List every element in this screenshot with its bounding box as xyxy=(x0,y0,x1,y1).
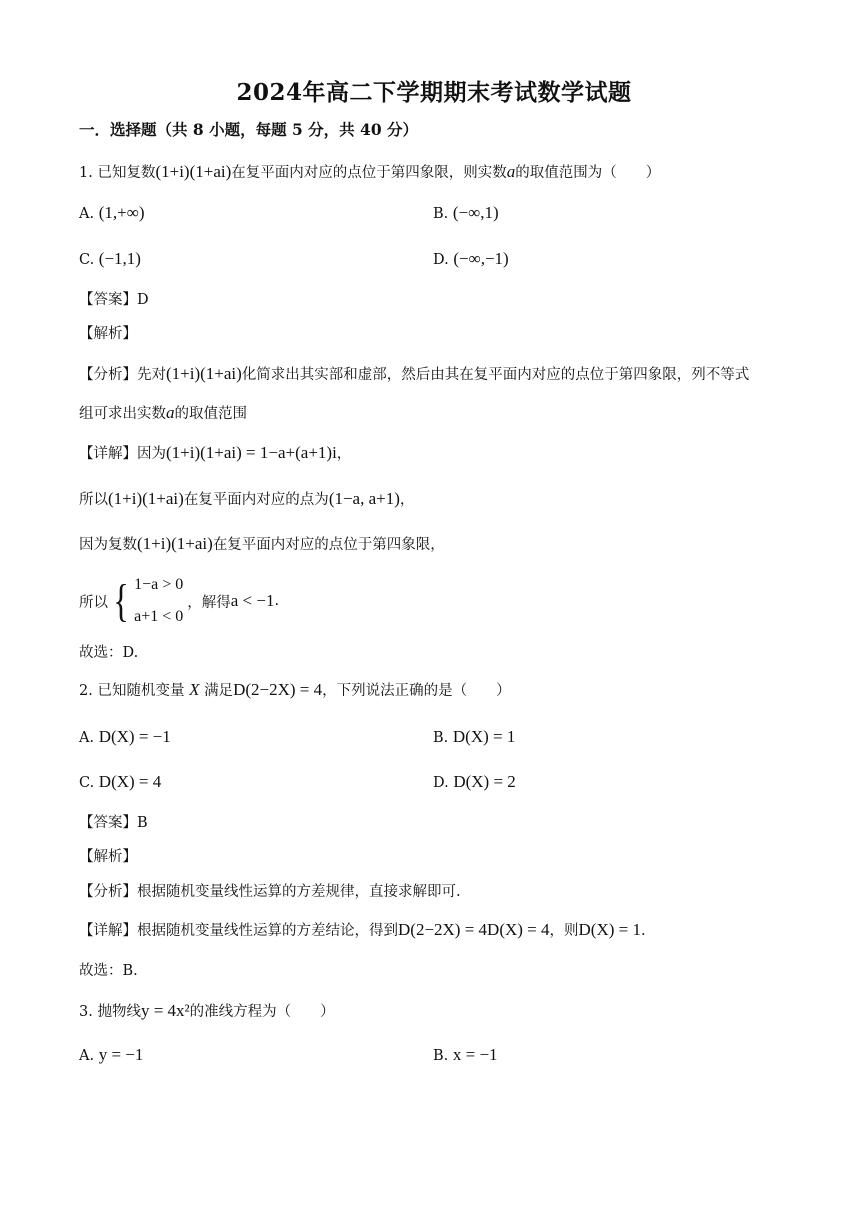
q1-inequality-system: 所以 { 1−a > 0 a+1 < 0 ，解得 a < −1 . xyxy=(79,575,280,626)
q1-jiexi-label: 【解析】 xyxy=(79,326,137,342)
math-var: a xyxy=(506,162,516,181)
page-title: 2024年高二下学期期末考试数学试题 xyxy=(236,79,632,106)
q2-choose: 故选：B. xyxy=(79,963,138,979)
q2-option-b: B. D(X) = 1 xyxy=(433,727,516,746)
q2-option-a: A. D(X) = −1 xyxy=(79,727,171,746)
question-1-stem: 1. 已知复数(1+i)(1+ai)在复平面内对应的点位于第四象限，则实数a的取值范围为（ ） xyxy=(79,162,661,181)
q3-option-b: B. x = −1 xyxy=(433,1045,498,1064)
q2-option-d: D. D(X) = 2 xyxy=(433,772,516,791)
q1-option-d: D. (−∞,−1) xyxy=(433,249,509,268)
q2-fenxi: 【分析】根据随机变量线性运算的方差规律，直接求解即可. xyxy=(79,884,461,900)
section-heading: 一．选择题（共 8 小题，每题 5 分，共 40 分） xyxy=(79,120,419,139)
q1-xiangjie-3: 因为复数(1+i)(1+ai)在复平面内对应的点位于第四象限， xyxy=(79,534,445,553)
q1-answer: 【答案】D xyxy=(79,292,149,308)
question-2-stem: 2. 已知随机变量 X 满足D(2−2X) = 4，下列说法正确的是（ ） xyxy=(79,680,511,699)
q1-option-c: C. (−1,1) xyxy=(79,249,141,268)
q2-option-c: C. D(X) = 4 xyxy=(79,772,162,791)
q1-fenxi: 【分析】先对(1+i)(1+ai)化简求出其实部和虚部，然后由其在复平面内对应的点位于第四象限，列不等式 xyxy=(79,364,750,383)
q3-option-a: A. y = −1 xyxy=(79,1045,144,1064)
q2-answer: 【答案】B xyxy=(79,815,148,831)
system-lines: 1−a > 0 a+1 < 0 xyxy=(134,576,184,625)
q2-jiexi-label: 【解析】 xyxy=(79,849,137,865)
q1-option-a: A. (1,+∞) xyxy=(79,203,145,222)
math-expr: (1+i)(1+ai) xyxy=(155,162,232,181)
q1-xiangjie-2: 所以(1+i)(1+ai)在复平面内对应的点为(1−a, a+1)， xyxy=(79,489,415,508)
q2-xiangjie: 【详解】根据随机变量线性运算的方差结论，得到D(2−2X) = 4D(X) = 4，则D(X) = 1. xyxy=(79,920,646,939)
q1-fenxi-line2: 组可求出实数a的取值范围 xyxy=(79,403,247,422)
q1-xiangjie-1: 【详解】因为(1+i)(1+ai) = 1−a+(a+1)i， xyxy=(79,443,352,462)
left-brace: { xyxy=(113,575,129,626)
question-3-stem: 3. 抛物线y = 4x²的准线方程为（ ） xyxy=(79,1001,335,1020)
q1-choose: 故选：D. xyxy=(79,645,139,661)
q1-option-b: B. (−∞,1) xyxy=(433,203,499,222)
